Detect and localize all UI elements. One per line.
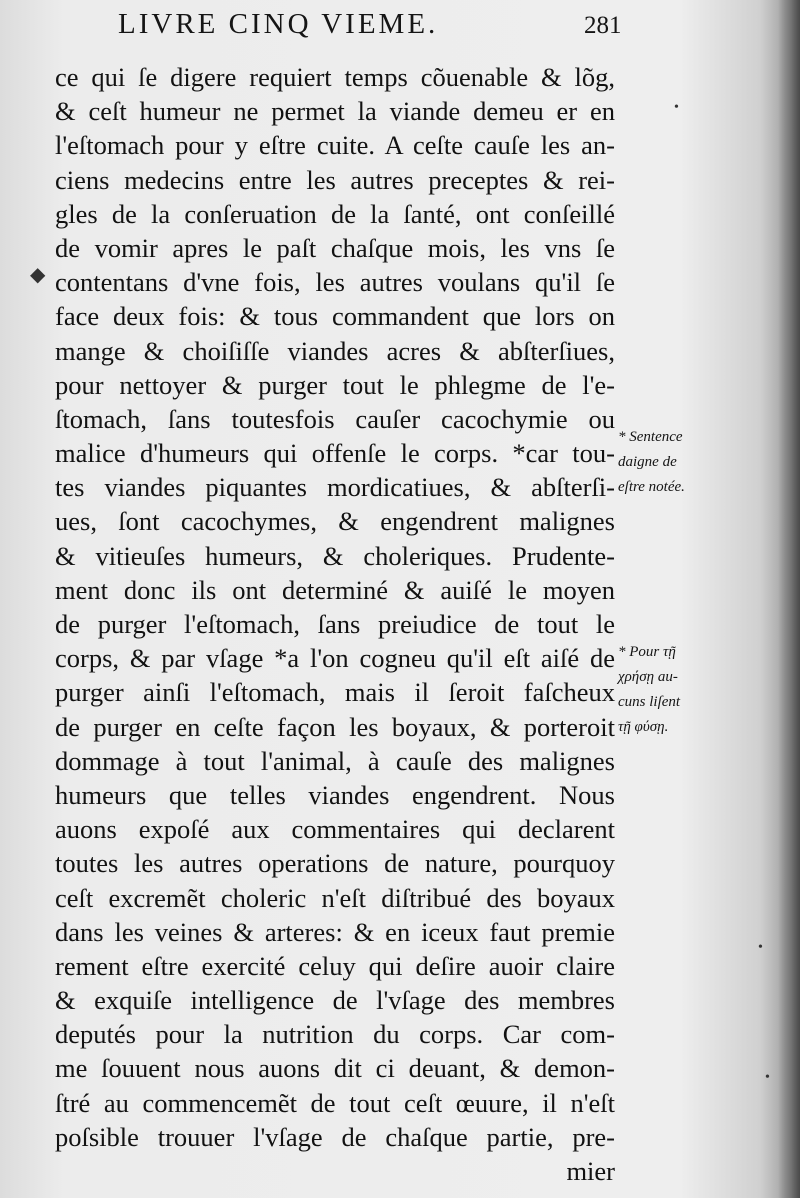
text-line: humeurs que telles viandes engendrent. Nous bbox=[55, 779, 615, 810]
text-line: mange & choiſiſſe viandes acres & abſterſiues, bbox=[55, 335, 615, 366]
text-line: corps, & par vſage *a l'on cogneu qu'il eſt aiſé de bbox=[55, 643, 615, 674]
text-line: contentans d'vne fois, les autres voulans qu'il ſe bbox=[55, 267, 615, 298]
text-line: purger ainſi l'eſtomach, mais il ſeroit faſcheux bbox=[55, 677, 615, 708]
text-line: ciens medecins entre les autres preceptes & rei- bbox=[55, 164, 615, 195]
text-line: de purger en ceſte façon les boyaux, & porteroit bbox=[55, 711, 615, 742]
text-line: ues, ſont cacochymes, & engendrent malignes bbox=[55, 506, 615, 537]
text-line: ce qui ſe digere requiert temps cõuenable & lõg, bbox=[55, 62, 615, 92]
margin-ink-dot: • bbox=[674, 100, 679, 115]
margin-ink-dot: • bbox=[765, 1070, 770, 1085]
text-line: toutes les autres operations de nature, pourquoy bbox=[55, 848, 615, 879]
margin-note-line: * Sentence bbox=[618, 429, 683, 445]
margin-note-variant-reading bbox=[618, 640, 680, 740]
text-line: dans les veines & arteres: & en iceux faut premie bbox=[55, 916, 615, 947]
text-line: tes viandes piquantes mordicatiues, & abſterſi- bbox=[55, 472, 615, 503]
catchword: mier bbox=[566, 1156, 615, 1186]
text-line: deputés pour la nutrition du corps. Car com- bbox=[55, 1019, 615, 1050]
running-head bbox=[118, 8, 628, 48]
margin-note-sentence bbox=[618, 425, 685, 500]
text-line: ment donc ils ont determiné & auiſé le moyen bbox=[55, 574, 615, 605]
text-line: poſsible trouuer l'vſage de chaſque partie, pre- bbox=[55, 1121, 615, 1152]
margin-note-line: χρήσῃ au- bbox=[618, 669, 678, 685]
margin-note-line: eſtre notée. bbox=[618, 479, 685, 495]
text-line: gles de la conſeruation de la ſanté, ont conſeillé bbox=[55, 198, 615, 229]
main-text-block bbox=[55, 60, 615, 1188]
page-number: 281 bbox=[584, 12, 622, 39]
margin-ink-mark: ◆ bbox=[30, 264, 46, 286]
text-line: face deux fois: & tous commandent que lors on bbox=[55, 301, 615, 332]
text-line: de purger l'eſtomach, ſans preiudice de tout le bbox=[55, 609, 615, 639]
text-line: & exquiſe intelligence de l'vſage des membres bbox=[55, 985, 615, 1016]
running-title: LIVRE CINQ VIEME. bbox=[118, 8, 439, 40]
text-line: ceſt excremẽt choleric n'eſt diſtribué des boyaux bbox=[55, 882, 615, 913]
text-line: pour nettoyer & purger tout le phlegme de l'e- bbox=[55, 369, 615, 400]
text-line: & ceſt humeur ne permet la viande demeu er en bbox=[55, 96, 615, 127]
text-line: rement eſtre exercité celuy qui deſire auoir claire bbox=[55, 950, 615, 981]
text-line: malice d'humeurs qui offenſe le corps. *car tou- bbox=[55, 438, 615, 469]
text-line: auons expoſé aux commentaires qui declarent bbox=[55, 814, 615, 845]
text-line: me ſouuent nous auons dit ci deuant, & demon- bbox=[55, 1053, 615, 1084]
text-line: ſtré au commencemẽt de tout ceſt œuure, il n'eſt bbox=[55, 1087, 615, 1118]
text-line: & vitieuſes humeurs, & choleriques. Prudente- bbox=[55, 540, 615, 571]
page-gutter-shadow bbox=[778, 0, 800, 1198]
text-line: l'eſtomach pour y eſtre cuite. A ceſte cauſe les an- bbox=[55, 130, 615, 161]
margin-ink-dot: • bbox=[758, 940, 763, 955]
margin-note-line: * Pour τῇ bbox=[618, 644, 676, 660]
text-line: dommage à tout l'animal, à cauſe des malignes bbox=[55, 745, 615, 776]
margin-note-line: daigne de bbox=[618, 454, 677, 470]
text-line: de vomir apres le paſt chaſque mois, les vns ſe bbox=[55, 232, 615, 263]
margin-note-line: τῇ φύσῃ. bbox=[618, 719, 669, 735]
text-line: ſtomach, ſans toutesfois cauſer cacochymie ou bbox=[55, 403, 615, 434]
margin-note-line: cuns liſent bbox=[618, 694, 681, 710]
